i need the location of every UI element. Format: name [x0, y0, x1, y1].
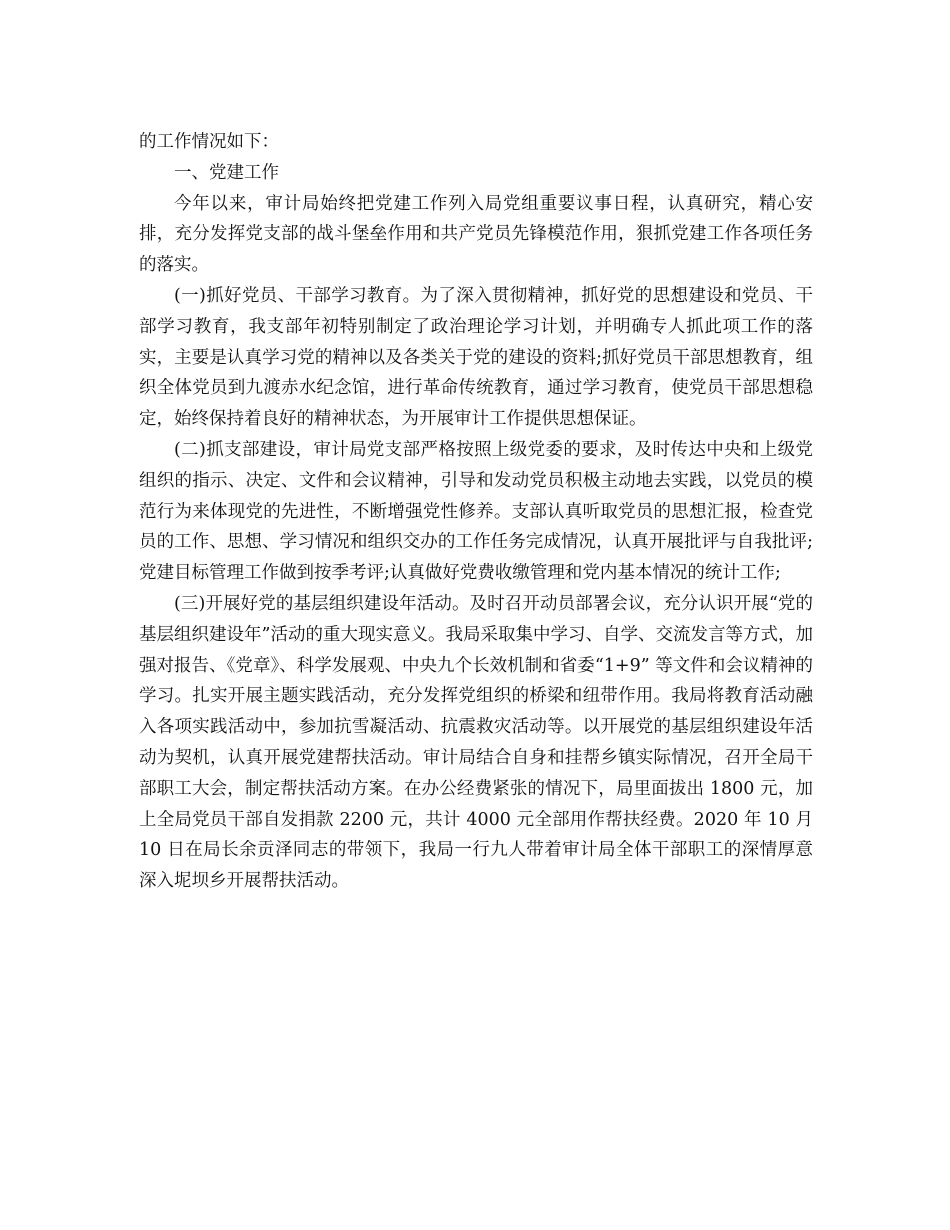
document-body	[139, 127, 813, 897]
section-heading-party-building: 一、党建工作	[174, 162, 279, 183]
paragraph-grassroots-organization: (三)开展好党的基层组织建设年活动。及时召开动员部署会议，充分认识开展“党的基层组织建设年”活动的重大现实意义。我局采取集中学习、自学、交流发言等方式，加强对报告、《党章》、科学发展观、中央九个长效机制和省委“1+9” 等文件和会议精神的学习。扎实开展主题实践活动，充分发挥党组织的桥梁和纽带作用。我局将教育活动融入各项实践活动中，参加抗雪凝活动、抗震救灾活动等。以开展党的基层组织建设年活动为契机，认真开展党建帮扶活动。审计局结合自身和挂帮乡镇实际情况，召开全局干部职工大会，制定帮扶活动方案。在办公经费紧张的情况下，局里面拔出 1800 元，加上全局党员干部自发捐款 2200 元，共计 4000 元全部用作帮扶经费。2020 年 10 月 10 日在局长余贡泽同志的带领下，我局一行九人带着审计局全体干部职工的深情厚意深入坭坝乡开展帮扶活动。	[139, 593, 813, 892]
paragraph-study-education: (一)抓好党员、干部学习教育。为了深入贯彻精神，抓好党的思想建设和党员、干部学习教育，我支部年初特别制定了政治理论学习计划，并明确专人抓此项工作的落实，主要是认真学习党的精神以及各类关于党的建设的资料;抓好党员干部思想教育，组织全体党员到九渡赤水纪念馆，进行革命传统教育，通过学习教育，使党员干部思想稳定，始终保持着良好的精神状态，为开展审计工作提供思想保证。	[139, 285, 813, 430]
paragraph-intro-continuation: 的工作情况如下：	[139, 132, 279, 152]
paragraph-overview: 今年以来，审计局始终把党建工作列入局党组重要议事日程，认真研究，精心安排，充分发挥党支部的战斗堡垒作用和共产党员先锋模范作用，狠抓党建工作各项任务的落实。	[139, 193, 813, 276]
paragraph-branch-building: (二)抓支部建设，审计局党支部严格按照上级党委的要求，及时传达中央和上级党组织的指示、决定、文件和会议精神，引导和发动党员积极主动地去实践，以党员的模范行为来体现党的先进性，不断增强党性修养。支部认真听取党员的思想汇报，检查党员的工作、思想、学习情况和组织交办的工作任务完成情况，认真开展批评与自我批评;党建目标管理工作做到按季考评;认真做好党费收缴管理和党内基本情况的统计工作;	[139, 439, 813, 584]
